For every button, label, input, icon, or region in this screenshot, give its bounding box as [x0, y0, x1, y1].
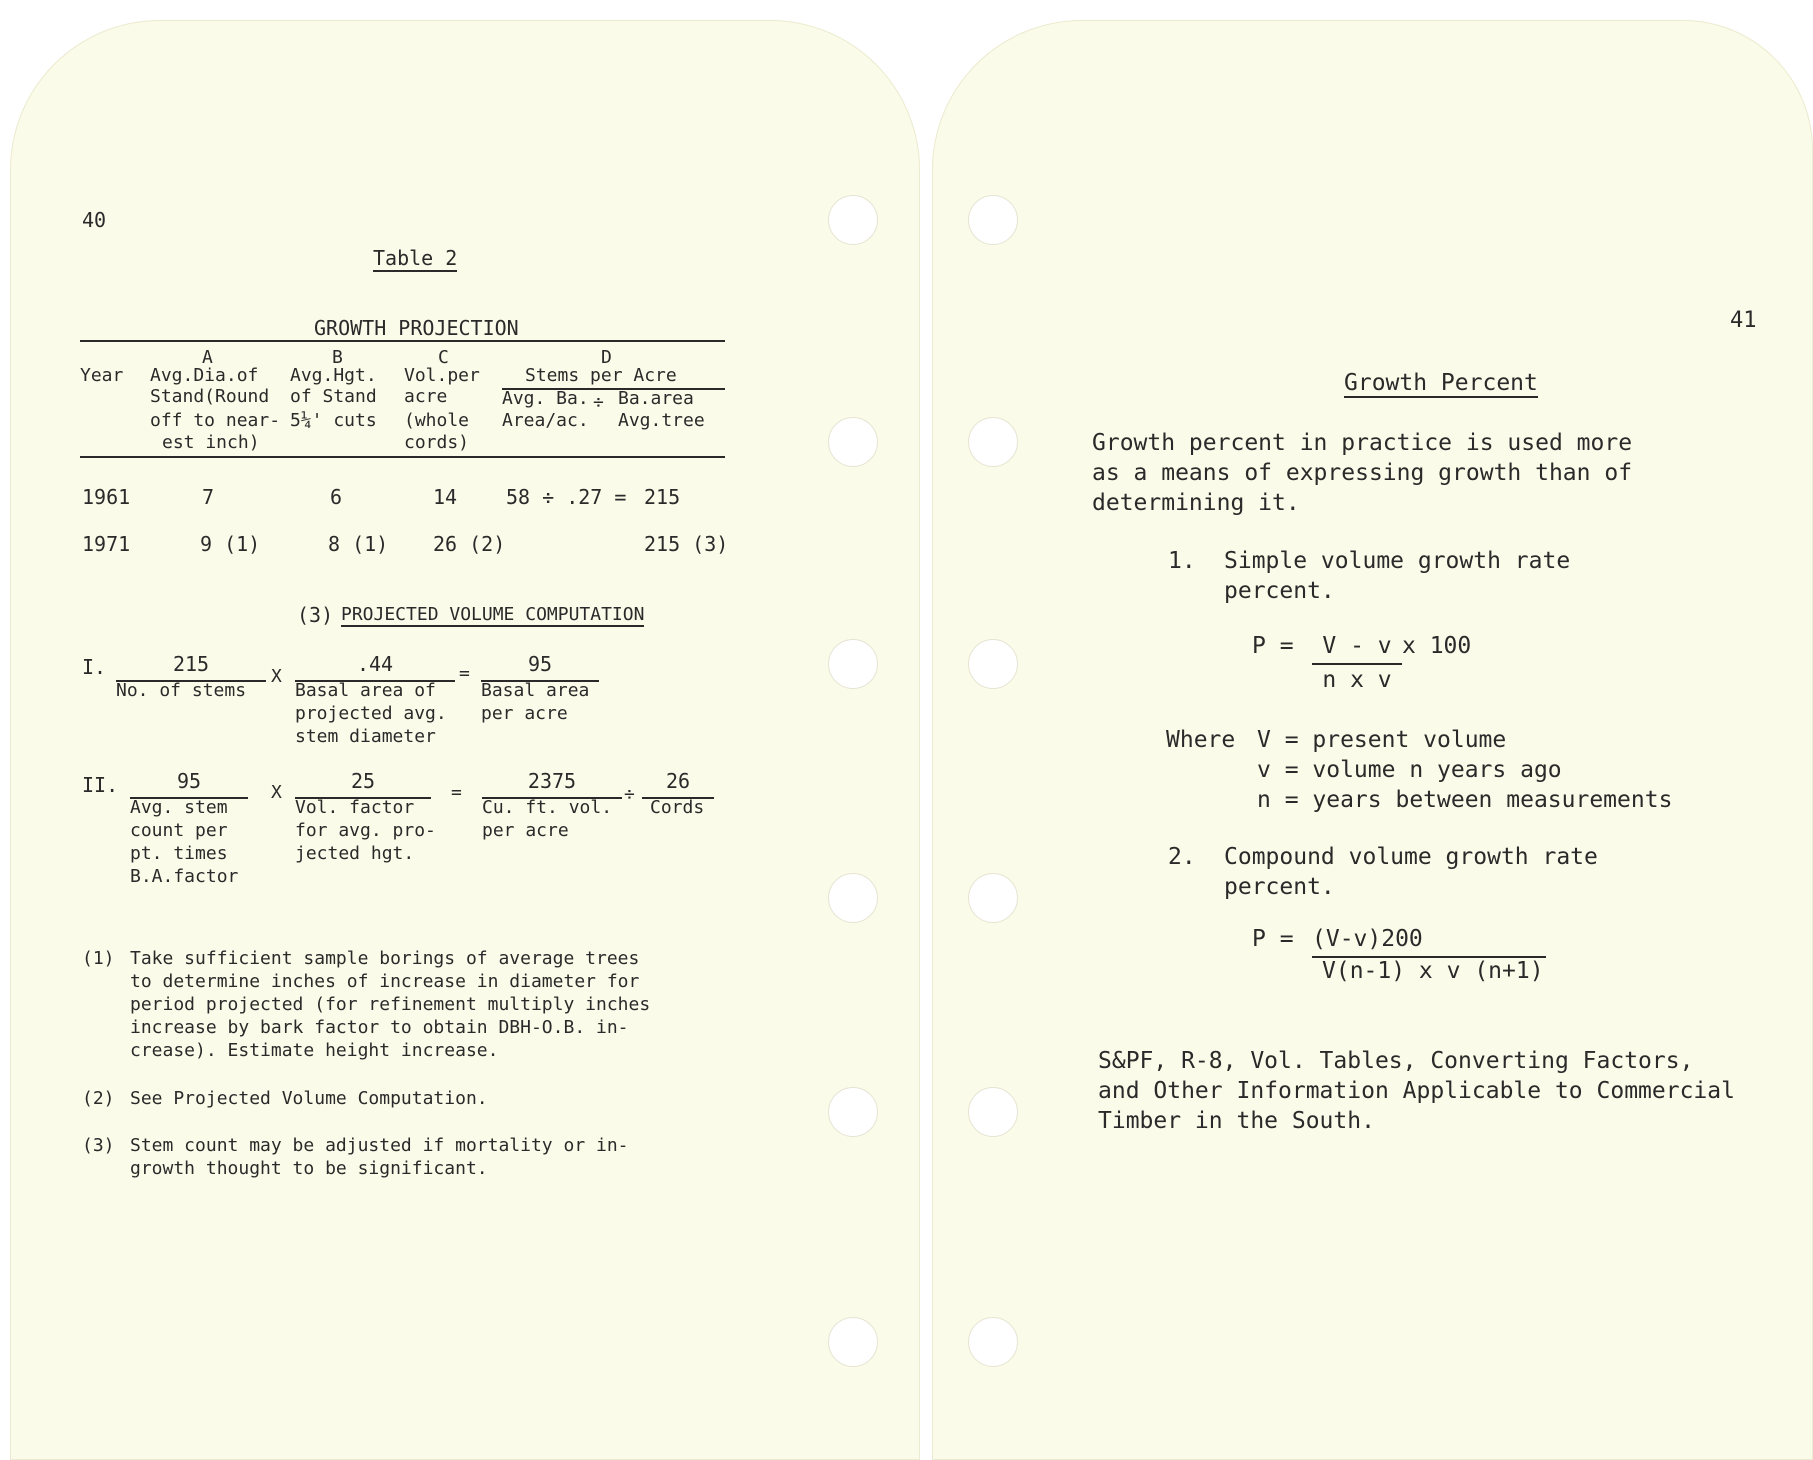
list-item-text: Simple volume growth rate: [1224, 548, 1571, 574]
col-d-title: Stems per Acre: [525, 365, 677, 386]
reference-line: Timber in the South.: [1098, 1108, 1375, 1134]
fraction-numerator: 26: [665, 769, 691, 793]
footnote-line: to determine inches of increase in diameter for: [130, 971, 640, 992]
footnote-number: (3): [82, 1135, 115, 1156]
definition: n = years between measurements: [1257, 787, 1673, 813]
fraction-numerator: .44: [356, 652, 394, 676]
binder-hole: [968, 195, 1018, 245]
table-title: GROWTH PROJECTION: [314, 316, 519, 340]
fraction-numerator: 95: [527, 652, 553, 676]
divide-sign: ÷: [593, 392, 604, 413]
fraction-denominator: for avg. pro-: [295, 820, 436, 841]
list-item-text: Compound volume growth rate: [1224, 844, 1598, 870]
table-row: 1961: [82, 485, 131, 509]
fraction-denominator: B.A.factor: [130, 866, 239, 887]
list-number: 2.: [1168, 844, 1196, 870]
binder-hole: [828, 1087, 878, 1137]
col-c-header: cords): [404, 432, 470, 453]
fraction-denominator: Cu. ft. vol.: [482, 797, 613, 818]
fraction-bar: [1312, 663, 1402, 665]
fraction-denominator: count per: [130, 820, 228, 841]
col-d-letter: D: [601, 347, 612, 368]
table-cell: 9 (1): [200, 532, 261, 556]
fraction-denominator: pt. times: [130, 843, 228, 864]
col-b-letter: B: [332, 347, 343, 368]
left-page: [10, 20, 920, 1460]
page-number: 40: [82, 208, 107, 232]
table-row: 1971: [82, 532, 131, 556]
footnote-line: Take sufficient sample borings of average trees: [130, 948, 640, 969]
fraction-numerator: 95: [176, 769, 202, 793]
page-title: Growth Percent: [1344, 370, 1538, 396]
footnote-line: increase by bark factor to obtain DBH-O.B. in-: [130, 1017, 629, 1038]
col-d-sub-header: Avg.tree: [618, 410, 705, 431]
computation-prefix: (3): [297, 603, 334, 627]
formula-tail: x 100: [1402, 633, 1472, 659]
intro-line: determining it.: [1092, 490, 1300, 516]
fraction-numerator: 2375: [527, 769, 577, 793]
col-b-header: Avg.Hgt.: [290, 365, 377, 386]
equation-roman: II.: [82, 773, 119, 797]
fraction-denominator: projected avg.: [295, 703, 447, 724]
formula-denominator: V(n-1) x v (n+1): [1322, 958, 1544, 984]
col-a-header: Stand(Round: [150, 386, 270, 407]
binder-hole: [968, 639, 1018, 689]
where-label: Where: [1166, 727, 1236, 753]
footnote-line: period projected (for refinement multiply inches: [130, 994, 651, 1015]
binder-hole: [828, 417, 878, 467]
formula-denominator: n x v: [1322, 667, 1392, 693]
fraction-denominator: per acre: [482, 820, 569, 841]
table-cell: 14: [433, 485, 458, 509]
col-c-header: Vol.per: [404, 365, 480, 386]
fraction-denominator: Avg. stem: [130, 797, 228, 818]
table-cell: 7: [202, 485, 215, 509]
col-d-sub-header: Area/ac.: [502, 410, 589, 431]
formula-numerator: (V-v)200: [1312, 926, 1423, 952]
list-item-text: percent.: [1224, 578, 1335, 604]
computation-title: PROJECTED VOLUME COMPUTATION: [341, 604, 645, 625]
col-c-header: (whole: [404, 410, 470, 431]
binder-hole: [968, 1317, 1018, 1367]
col-a-letter: A: [202, 347, 213, 368]
fraction-denominator: Basal area of: [295, 680, 436, 701]
equals-sign: =: [451, 782, 462, 803]
col-d-sub-header: Ba.area: [618, 388, 694, 409]
binder-hole: [828, 1317, 878, 1367]
fraction-denominator: per acre: [481, 703, 568, 724]
divide-sign: ÷: [624, 784, 635, 805]
col-a-header: Avg.Dia.of: [150, 365, 259, 386]
col-a-header: off to near-: [150, 410, 281, 431]
fraction-denominator: jected hgt.: [295, 843, 415, 864]
formula-lhs: P =: [1252, 633, 1294, 659]
binder-hole: [828, 639, 878, 689]
fraction-denominator: Cords: [650, 797, 705, 818]
col-b-header: of Stand: [290, 386, 377, 407]
table-cell: 8 (1): [328, 532, 389, 556]
footnote-line: growth thought to be significant.: [130, 1158, 488, 1179]
binder-hole: [968, 417, 1018, 467]
page-number: 41: [1730, 308, 1757, 333]
col-c-header: acre: [404, 386, 448, 407]
times-sign: X: [271, 666, 282, 687]
right-page: [932, 20, 1813, 1460]
table-label: Table 2: [373, 246, 458, 270]
binder-hole: [828, 195, 878, 245]
col-b-header: 5¼' cuts: [290, 410, 377, 431]
reference-line: S&PF, R-8, Vol. Tables, Converting Factors,: [1098, 1048, 1694, 1074]
fraction-denominator: Basal area: [481, 680, 590, 701]
col-c-letter: C: [438, 347, 449, 368]
fraction-numerator: 215: [172, 652, 210, 676]
footnote-number: (2): [82, 1088, 115, 1109]
intro-line: as a means of expressing growth than of: [1092, 460, 1633, 486]
fraction-denominator: Vol. factor: [295, 797, 415, 818]
table-cell: 215 (3): [644, 532, 729, 556]
table-top-rule: [80, 340, 725, 342]
definition: V = present volume: [1257, 727, 1507, 753]
col-a-header: est inch): [162, 432, 260, 453]
binder-hole: [968, 1087, 1018, 1137]
footnote-line: Stem count may be adjusted if mortality or in-: [130, 1135, 629, 1156]
equals-sign: =: [459, 663, 470, 684]
formula-numerator: V - v: [1322, 633, 1392, 659]
definition: v = volume n years ago: [1257, 757, 1562, 783]
formula-lhs: P =: [1252, 926, 1294, 952]
table-cell: 26 (2): [433, 532, 506, 556]
footnote-line: See Projected Volume Computation.: [130, 1088, 488, 1109]
table-cell: 215: [644, 485, 681, 509]
fraction-denominator: stem diameter: [295, 726, 436, 747]
list-item-text: percent.: [1224, 874, 1335, 900]
footnote-line: crease). Estimate height increase.: [130, 1040, 499, 1061]
fraction-numerator: 25: [350, 769, 376, 793]
reference-line: and Other Information Applicable to Commercial: [1098, 1078, 1735, 1104]
table-header-rule: [80, 456, 725, 458]
table-cell: 6: [330, 485, 343, 509]
list-number: 1.: [1168, 548, 1196, 574]
table-cell: 58 ÷ .27 =: [506, 485, 627, 509]
times-sign: X: [271, 782, 282, 803]
binder-hole: [968, 873, 1018, 923]
footnote-number: (1): [82, 948, 115, 969]
binder-hole: [828, 873, 878, 923]
intro-line: Growth percent in practice is used more: [1092, 430, 1633, 456]
equation-roman: I.: [82, 655, 107, 679]
col-d-sub-header: Avg. Ba.: [502, 388, 589, 409]
col-year-header: Year: [80, 365, 124, 386]
fraction-denominator: No. of stems: [116, 680, 247, 701]
